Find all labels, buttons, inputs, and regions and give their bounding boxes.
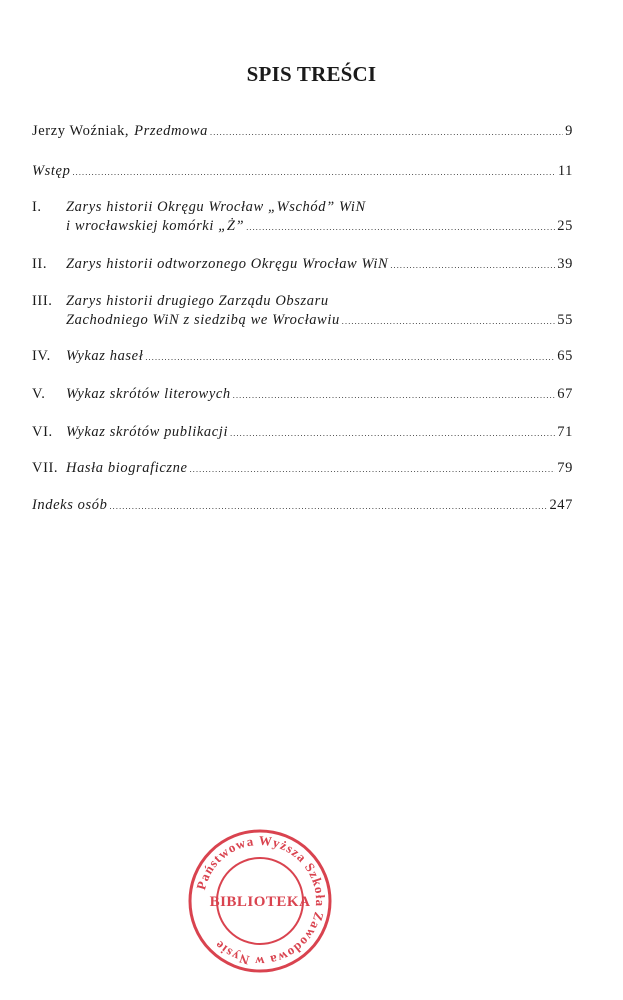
toc-entry-page: 11 (557, 163, 573, 179)
toc-leader-dots (246, 217, 555, 237)
stamp-center-text: BIBLIOTEKA (209, 894, 311, 910)
toc-entry-title-line: Zachodniego WiN z siedzibą we Wrocławiu (66, 312, 340, 328)
toc-entry-chapter-7[interactable] (32, 459, 573, 479)
toc-entry-number: IV. (32, 348, 51, 364)
toc-entry-index[interactable] (32, 496, 573, 516)
toc-entry-title-line: Zarys historii drugiego Zarządu Obszaru (66, 293, 329, 309)
toc-entry-chapter-2[interactable] (32, 255, 573, 275)
toc-entry-title: Wykaz skrótów literowych (66, 386, 231, 402)
toc-entry-title-line: Zarys historii Okręgu Wrocław „Wschód” WiN (66, 199, 366, 215)
library-stamp (185, 826, 335, 976)
toc-entry-page: 39 (557, 256, 573, 272)
toc-entry-number: V. (32, 386, 46, 402)
toc-entry-number: VII. (32, 460, 59, 476)
toc-entry-title: Wykaz skrótów publikacji (66, 424, 229, 440)
toc-entry-author: Jerzy Woźniak, (32, 123, 130, 139)
toc-leader-dots (233, 385, 556, 405)
toc-entry-title: Hasła biograficzne (66, 460, 188, 476)
toc-leader-dots (190, 459, 556, 479)
stamp-ring-text: Państwowa Wyższa Szkoła Zawodowa w Nysie (193, 832, 329, 970)
toc-entry-title-line: i wrocławskiej komórki „Ż” (66, 218, 245, 234)
toc-leader-dots (390, 255, 555, 275)
toc-entry-title: Zarys historii odtworzonego Okręgu Wrocław WiN (66, 256, 389, 272)
toc-leader-dots (145, 347, 555, 367)
toc-entry-chapter-4[interactable] (32, 347, 573, 367)
stamp-seal-icon (190, 831, 330, 971)
toc-entry-title: Przedmowa (134, 123, 209, 139)
toc-entry-page: 247 (549, 497, 573, 513)
toc-entry-chapter-3[interactable] (32, 292, 573, 331)
toc-entry-chapter-6[interactable] (32, 423, 573, 443)
toc-entry-page: 55 (557, 312, 573, 328)
toc-entry-page: 67 (557, 386, 573, 402)
toc-entry-page: 79 (557, 460, 573, 476)
toc-leader-dots (72, 162, 555, 182)
toc-entry-title: Wykaz haseł (66, 348, 144, 364)
toc-entry-page: 9 (565, 123, 573, 139)
page-title: SPIS TREŚCI (246, 62, 377, 86)
toc-entry-number: II. (32, 256, 48, 272)
toc-leader-dots (210, 122, 563, 142)
toc-entry-page: 65 (557, 348, 573, 364)
toc-entry-page: 25 (557, 218, 573, 234)
toc-entry-number: III. (32, 293, 53, 309)
toc-entry-introduction[interactable] (32, 162, 573, 182)
toc-leader-dots (109, 496, 547, 516)
toc-entry-title: Wstęp (32, 163, 71, 179)
toc-entry-preface[interactable] (32, 122, 573, 142)
toc-entry-chapter-1[interactable] (32, 198, 573, 237)
toc-entry-number: I. (32, 199, 42, 215)
toc-leader-dots (230, 423, 555, 443)
toc-entry-title: Indeks osób (32, 497, 108, 513)
toc-entry-number: VI. (32, 424, 53, 440)
toc-leader-dots (342, 311, 556, 331)
toc-entry-chapter-5[interactable] (32, 385, 573, 405)
toc-entry-page: 71 (557, 424, 573, 440)
